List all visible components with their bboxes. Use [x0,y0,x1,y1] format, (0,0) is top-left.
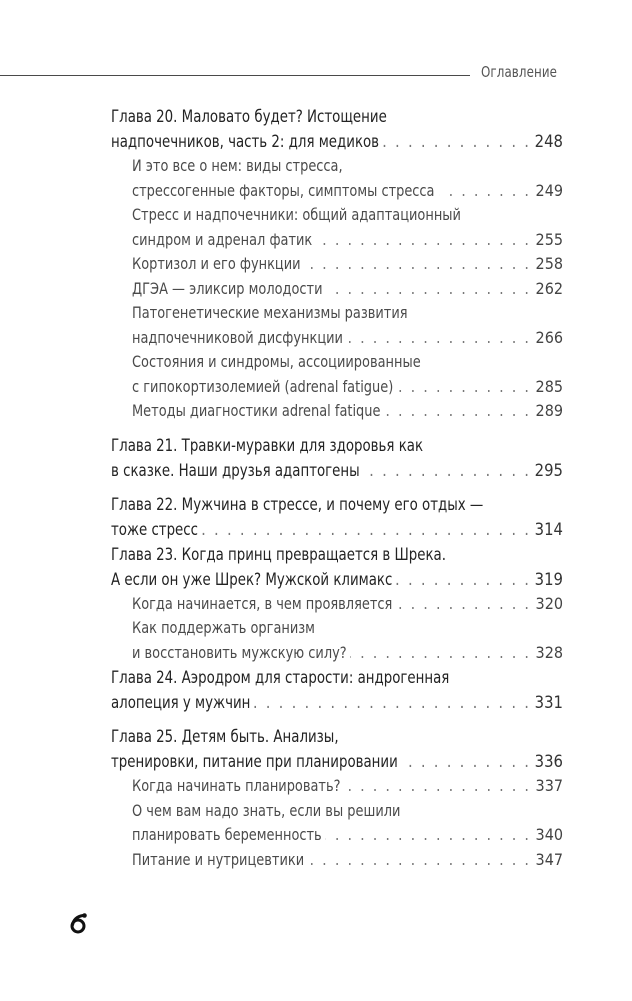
toc-entry-title: тоже стресс [111,519,198,539]
toc-section[interactable] [132,616,563,665]
leader-dots [364,458,529,483]
page-number: 289 [535,401,563,420]
page-number: 337 [535,776,563,795]
toc-entry-title: И это все о нем: виды стресса, [132,156,343,175]
toc-section[interactable] [132,203,563,252]
leader-dots [202,517,529,542]
page-number: 347 [535,849,563,869]
toc-chapter-20[interactable] [111,104,563,154]
leader-dots [317,228,529,253]
toc-chapter-25[interactable] [111,724,563,774]
toc-entry-title: Глава 25. Детям быть. Анализы, [111,727,339,746]
leader-dots [439,179,529,204]
toc-entry-title: Глава 23. Когда принц превращается в Шрека. [111,544,446,564]
toc-entry-title: Питание и нутрицевтики [132,849,305,869]
toc-entry-title: Кортизол и его функции [132,254,301,273]
page-number: 336 [534,752,563,771]
page-number: 258 [535,254,563,273]
page-number: 249 [535,180,563,200]
toc-entry-title: Когда начинать планировать? [132,776,341,795]
toc-entry-title: алопеция у мужчин [111,693,251,712]
toc-entry-title: Патогенетические механизмы развития [132,303,408,322]
leader-dots [326,277,529,302]
toc-entry-title: синдром и адренал фатик [132,229,313,249]
leader-dots [398,375,529,400]
toc-entry-title: О чем вам надо знать, если вы решили [132,800,401,820]
toc-section[interactable] [132,592,563,617]
toc-entry-title: надпочечниковой дисфункции [132,327,343,347]
toc-entry-title: и восстановить мужскую силу? [132,642,347,662]
leader-dots [305,252,529,277]
page-number: 295 [534,460,563,480]
page-number: 262 [535,278,563,298]
table-of-contents [111,104,563,872]
toc-entry-title: ДГЭА — эликсир молодости [132,278,323,298]
toc-entry-title: Методы диагностики adrenal fatique [132,401,381,420]
toc-chapter-23[interactable] [111,542,563,592]
toc-section[interactable] [132,154,563,203]
toc-entry-title: Состояния и синдромы, ассоциированные [132,352,421,371]
toc-section[interactable] [132,774,563,799]
toc-entry-title: Глава 21. Травки-муравки для здоровья как [111,435,424,455]
leader-dots [325,823,529,848]
toc-entry-title: Глава 22. Мужчина в стрессе, и почему его отдых — [111,494,484,514]
page-number: 320 [535,593,563,613]
leader-dots [396,567,529,592]
toc-entry-title: планировать беременность [132,825,322,844]
toc-section[interactable] [132,301,563,350]
toc-section[interactable] [132,350,563,399]
page-number: 331 [534,693,563,712]
toc-entry-title: Глава 24. Аэродром для старости: андрогенная [111,668,450,687]
page-number: 340 [535,825,563,844]
page-number: 248 [534,132,563,151]
page-number: 314 [534,519,563,539]
toc-section[interactable] [132,848,563,873]
toc-chapter-21[interactable] [111,433,563,483]
leader-dots [385,399,529,424]
toc-section[interactable] [132,252,563,277]
header-rule [0,75,470,76]
toc-entry-title: тренировки, питание при планировании [111,752,398,771]
leader-dots [350,641,529,666]
toc-entry-title: А если он уже Шрек? Мужской климакс [111,569,393,589]
toc-entry-title: Когда начинается, в чем проявляется [132,593,393,613]
toc-chapter-24[interactable] [111,665,563,715]
leader-dots [347,326,529,351]
page-number: 266 [535,327,563,347]
toc-chapter-22[interactable] [111,492,563,542]
leader-dots [401,749,529,774]
leader-dots [254,690,529,715]
page-number: 255 [535,229,563,249]
toc-section[interactable] [132,799,563,848]
page-number: 319 [534,569,563,589]
toc-section[interactable] [132,399,563,424]
publisher-logo-icon [67,911,91,935]
toc-entry-title: Как поддержать организм [132,618,315,637]
toc-entry-title: стрессогенные факторы, симптомы стресса [132,180,435,200]
toc-entry-title: надпочечников, часть 2: для медиков [111,132,380,151]
page-number: 328 [535,642,563,662]
toc-entry-title: в сказке. Наши друзья адаптогены [111,460,360,480]
leader-dots [397,592,529,617]
leader-dots [383,129,529,154]
leader-dots [344,774,529,799]
toc-entry-title: с гипокортизолемией (adrenal fatigue) [132,376,394,396]
page-number: 285 [535,376,563,396]
toc-entry-title: Стресс и надпочечники: общий адаптационный [132,205,461,224]
toc-section[interactable] [132,277,563,302]
leader-dots [308,848,529,873]
running-header-title: Оглавление [481,63,558,81]
toc-entry-title: Глава 20. Маловато будет? Истощение [111,107,387,126]
